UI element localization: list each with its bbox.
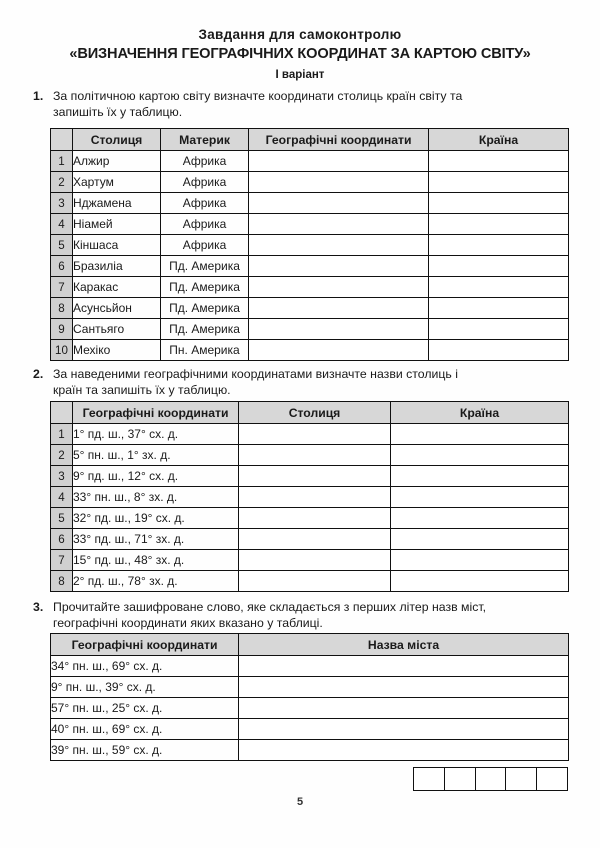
table-header-row <box>51 634 569 656</box>
table-row <box>51 529 569 550</box>
table-row <box>51 740 569 761</box>
table-row <box>51 172 569 193</box>
table1-body <box>51 151 569 361</box>
table-row <box>51 277 569 298</box>
row-index: 4 <box>51 487 73 508</box>
variant-label: I варіант <box>275 68 325 81</box>
city-name-input-cell[interactable] <box>239 719 569 740</box>
column-header-coordinates: Географічні координати <box>51 634 239 656</box>
capitals-coordinates-table <box>50 128 569 361</box>
continent-cell: Пд. Америка <box>161 319 249 340</box>
task-2-instruction <box>33 366 569 398</box>
country-input-cell[interactable] <box>391 529 569 550</box>
cipher-cities-table <box>50 633 569 761</box>
task-3-number: 3. <box>33 600 44 614</box>
table-row <box>51 508 569 529</box>
column-header-capital: Столиця <box>73 129 161 151</box>
coordinates-cell: 5° пн. ш., 1° зх. д. <box>73 445 239 466</box>
coordinates-input-cell[interactable] <box>249 235 429 256</box>
table-row <box>51 319 569 340</box>
capital-cell: Сантьяго <box>73 319 161 340</box>
page-subtitle: «ВИЗНАЧЕННЯ ГЕОГРАФІЧНИХ КООРДИНАТ ЗА КАРТОЮ СВІТУ» <box>69 46 531 63</box>
table-row <box>51 466 569 487</box>
column-header-city-name: Назва міста <box>239 634 569 656</box>
column-header-continent: Материк <box>161 129 249 151</box>
table-row <box>51 235 569 256</box>
capital-cell: Асунсьйон <box>73 298 161 319</box>
table3-body <box>51 656 569 761</box>
task-2-text-line2: країн та запишіть їх у таблицю. <box>53 383 231 398</box>
country-input-cell[interactable] <box>391 487 569 508</box>
row-index: 10 <box>51 340 73 361</box>
answer-letter-box[interactable] <box>444 767 476 791</box>
country-input-cell[interactable] <box>429 298 569 319</box>
coordinates-cell: 1° пд. ш., 37° сх. д. <box>73 424 239 445</box>
column-header-coordinates: Географічні координати <box>249 129 429 151</box>
country-input-cell[interactable] <box>429 235 569 256</box>
capital-input-cell[interactable] <box>239 445 391 466</box>
task-1-number: 1. <box>33 89 44 103</box>
country-input-cell[interactable] <box>429 277 569 298</box>
country-input-cell[interactable] <box>391 466 569 487</box>
coordinates-cell: 39° пн. ш., 59° сх. д. <box>51 740 239 761</box>
country-input-cell[interactable] <box>429 172 569 193</box>
coordinates-cell: 40° пн. ш., 69° сх. д. <box>51 719 239 740</box>
coordinates-cell: 9° пд. ш., 12° сх. д. <box>73 466 239 487</box>
coordinates-cell: 32° пд. ш., 19° сх. д. <box>73 508 239 529</box>
capital-cell: Алжир <box>73 151 161 172</box>
continent-cell: Африка <box>161 151 249 172</box>
coordinates-input-cell[interactable] <box>249 172 429 193</box>
continent-cell: Пд. Америка <box>161 256 249 277</box>
row-index: 7 <box>51 277 73 298</box>
country-input-cell[interactable] <box>429 193 569 214</box>
table-row <box>51 256 569 277</box>
continent-cell: Африка <box>161 193 249 214</box>
continent-cell: Пд. Америка <box>161 298 249 319</box>
capital-cell: Ніамей <box>73 214 161 235</box>
capital-input-cell[interactable] <box>239 508 391 529</box>
country-input-cell[interactable] <box>429 151 569 172</box>
row-index: 6 <box>51 256 73 277</box>
table-row <box>51 677 569 698</box>
task-1-text-line1: За політичною картою світу визначте координати столиць країн світу та <box>53 89 463 103</box>
country-input-cell[interactable] <box>391 445 569 466</box>
task-3-text-line2: географічні координати яких вказано у таблиці. <box>53 616 323 631</box>
coordinates-cell: 15° пд. ш., 48° зх. д. <box>73 550 239 571</box>
coordinates-input-cell[interactable] <box>249 214 429 235</box>
continent-cell: Африка <box>161 214 249 235</box>
row-index: 7 <box>51 550 73 571</box>
continent-cell: Африка <box>161 235 249 256</box>
capital-cell: Бразиліа <box>73 256 161 277</box>
column-header-index <box>51 129 73 151</box>
coordinates-input-cell[interactable] <box>249 277 429 298</box>
coordinates-input-cell[interactable] <box>249 319 429 340</box>
table-row <box>51 214 569 235</box>
table-row <box>51 698 569 719</box>
coordinates-cell: 34° пн. ш., 69° сх. д. <box>51 656 239 677</box>
answer-letter-box[interactable] <box>475 767 507 791</box>
task-3-text-line1: Прочитайте зашифроване слово, яке складається з перших літер назв міст, <box>53 600 487 614</box>
coordinates-input-cell[interactable] <box>249 298 429 319</box>
page-header <box>20 26 580 83</box>
answer-letter-box[interactable] <box>505 767 537 791</box>
coordinates-cell: 33° пн. ш., 8° зх. д. <box>73 487 239 508</box>
table-header-row <box>51 129 569 151</box>
table-row <box>51 571 569 592</box>
country-input-cell[interactable] <box>429 319 569 340</box>
row-index: 3 <box>51 193 73 214</box>
row-index: 1 <box>51 424 73 445</box>
capital-cell: Мехіко <box>73 340 161 361</box>
row-index: 5 <box>51 235 73 256</box>
answer-letter-box[interactable] <box>413 767 445 791</box>
table-row <box>51 445 569 466</box>
country-input-cell[interactable] <box>429 214 569 235</box>
cipher-answer-boxes <box>413 767 568 791</box>
row-index: 9 <box>51 319 73 340</box>
table-row <box>51 487 569 508</box>
row-index: 6 <box>51 529 73 550</box>
country-input-cell[interactable] <box>391 571 569 592</box>
city-name-input-cell[interactable] <box>239 656 569 677</box>
table-row <box>51 719 569 740</box>
row-index: 2 <box>51 172 73 193</box>
task-1-text-line2: запишіть їх у таблицю. <box>53 105 183 120</box>
table-row <box>51 340 569 361</box>
table-row <box>51 424 569 445</box>
city-name-input-cell[interactable] <box>239 740 569 761</box>
country-input-cell[interactable] <box>391 550 569 571</box>
page-number: 5 <box>296 796 304 808</box>
capital-input-cell[interactable] <box>239 571 391 592</box>
capital-cell: Хартум <box>73 172 161 193</box>
row-index: 8 <box>51 571 73 592</box>
coordinates-input-cell[interactable] <box>249 151 429 172</box>
row-index: 3 <box>51 466 73 487</box>
continent-cell: Африка <box>161 172 249 193</box>
country-input-cell[interactable] <box>391 424 569 445</box>
row-index: 1 <box>51 151 73 172</box>
task-2-number: 2. <box>33 367 44 381</box>
continent-cell: Пн. Америка <box>161 340 249 361</box>
country-input-cell[interactable] <box>391 508 569 529</box>
continent-cell: Пд. Америка <box>161 277 249 298</box>
capital-cell: Кіншаса <box>73 235 161 256</box>
capital-input-cell[interactable] <box>239 529 391 550</box>
table-row <box>51 193 569 214</box>
table-row <box>51 550 569 571</box>
table-row <box>51 151 569 172</box>
column-header-capital: Столиця <box>239 402 391 424</box>
table-row <box>51 656 569 677</box>
country-input-cell[interactable] <box>429 256 569 277</box>
table-row <box>51 298 569 319</box>
column-header-coordinates: Географічні координати <box>73 402 239 424</box>
coordinates-cell: 9° пн. ш., 39° сх. д. <box>51 677 239 698</box>
capital-input-cell[interactable] <box>239 424 391 445</box>
column-header-country: Країна <box>429 129 569 151</box>
task-1-instruction <box>33 88 569 120</box>
capital-cell: Нджамена <box>73 193 161 214</box>
capital-input-cell[interactable] <box>239 550 391 571</box>
row-index: 2 <box>51 445 73 466</box>
coordinates-cell: 57° пн. ш., 25° сх. д. <box>51 698 239 719</box>
coordinates-capitals-table <box>50 401 569 592</box>
coordinates-input-cell[interactable] <box>249 340 429 361</box>
task-3-instruction <box>33 599 569 631</box>
coordinates-cell: 2° пд. ш., 78° зх. д. <box>73 571 239 592</box>
table2-body <box>51 424 569 592</box>
city-name-input-cell[interactable] <box>239 698 569 719</box>
column-header-country: Країна <box>391 402 569 424</box>
row-index: 8 <box>51 298 73 319</box>
capital-cell: Каракас <box>73 277 161 298</box>
coordinates-input-cell[interactable] <box>249 193 429 214</box>
page-title: Завдання для самоконтролю <box>198 27 402 42</box>
column-header-index <box>51 402 73 424</box>
row-index: 5 <box>51 508 73 529</box>
task-2-text-line1: За наведеними географічними координатами визначте назви столиць і <box>53 367 458 381</box>
answer-letter-box[interactable] <box>536 767 568 791</box>
capital-input-cell[interactable] <box>239 466 391 487</box>
row-index: 4 <box>51 214 73 235</box>
city-name-input-cell[interactable] <box>239 677 569 698</box>
coordinates-cell: 33° пд. ш., 71° зх. д. <box>73 529 239 550</box>
table-header-row <box>51 402 569 424</box>
country-input-cell[interactable] <box>429 340 569 361</box>
capital-input-cell[interactable] <box>239 487 391 508</box>
coordinates-input-cell[interactable] <box>249 256 429 277</box>
